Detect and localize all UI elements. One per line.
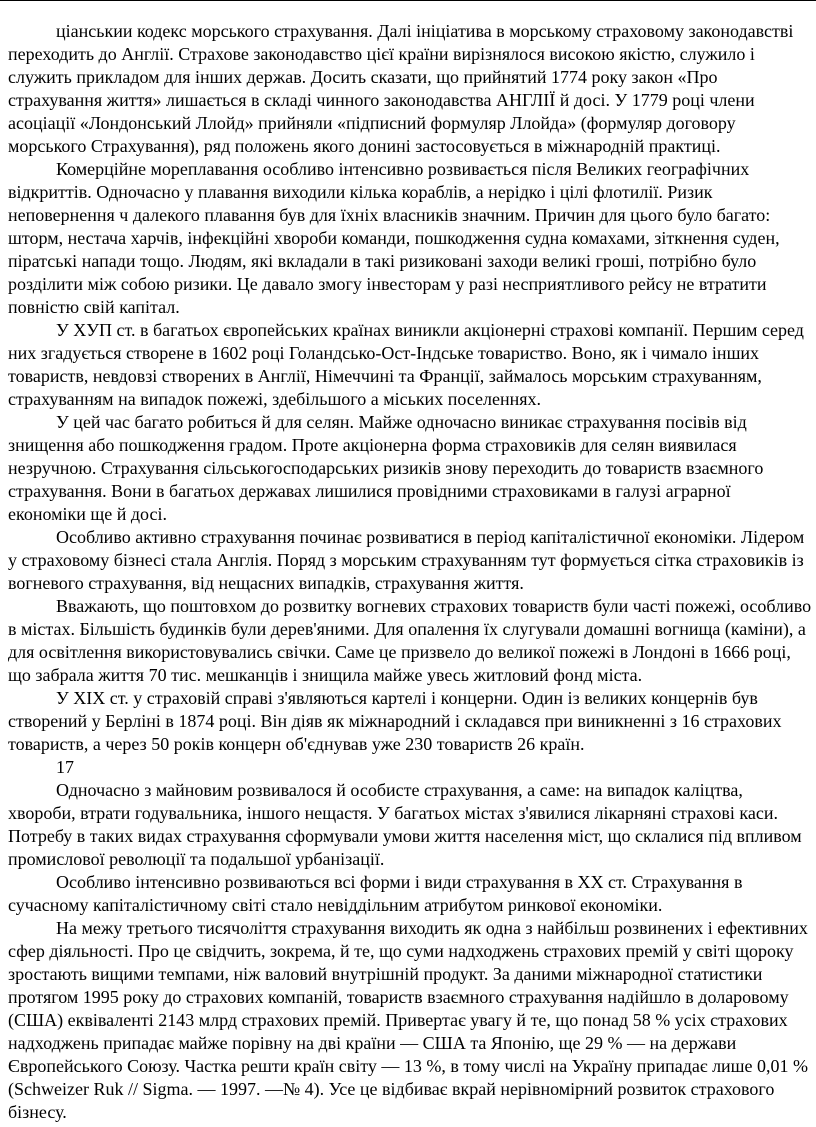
paragraph-twentieth-century: Особливо інтенсивно розвиваються всі форми і види страхування в XX ст. Страхування в сучасному капіталістичному світі стало невіддільним атрибутом ринкової економіки. [8, 872, 743, 915]
paragraph-cartels-concerns: У XIX ст. у страховій справі з'являються картелі і концерни. Один із великих концернів був створений у Берліні в 1874 році. Він діяв як міжнародний і складався при виникненні з 16 страхових товариств, а через 50 років концерн об'єднував уже 230 товариств 26 країн. [8, 688, 782, 754]
paragraph-third-millennium: На межу третього тисячоліття страхування виходить як одна з найбільш розвинених і ефективних сфер діяльності. Про це свідчить, зокрема, й те, що суми надходжень страхових премій у світі щороку зростають вищими темпами, ніж валовий внутрішній продукт. За даними міжнародної статистики протягом 1995 року до страхових компаній, товариств взаємного страхування надійшло в доларовому (США) еквіваленті 2143 млрд страхових премій. Привертає увагу й те, що понад 58 % усіх страхових надходжень припадає майже порівну на дві країни — США та Японію, ще 29 % — на держави Європейського Союзу. Частка решти країн світу — 13 %, в тому числі на Україну припадає лише 0,01 % (Schweizer Ruk // Sigma. — 1997. —№ 4). Усе це відбиває вкрай нерівномірний розвиток страхового бізнесу. [8, 918, 809, 1122]
paragraph-fire-insurance: Вважають, що поштовхом до розвитку вогневих страхових товариств були часті пожежі, особливо в містах. Більшість будинків були дерев'яними. Для опалення їх слугували домашні вогнища (каміни), а для освітлення використовувались свічки. Саме це призвело до великої пожежі в Лондоні в 1666 році, що забрала життя 70 тис. мешканців і знищила майже увесь житловий фонд міста. [8, 596, 812, 685]
paragraph-joint-stock-companies: У ХУП ст. в багатьох європейських країнах виникли акціонерні страхові компанії. Першим серед них згадується створене в 1602 році Голандсько-Ост-Індське товариство. Воно, як і чимало інших товариств, невдовзі створених в Англії, Німеччині та Франції, займалось морським страхуванням, страхуванням на випадок пожежі, здебільшого а міських поселеннях. [8, 320, 804, 409]
page-number: 17 [56, 757, 74, 777]
document-body [8, 0, 812, 1124]
paragraph-capitalist-economy: Особливо активно страхування починає розвиватися в період капіталістичної економіки. Лідером у страховому бізнесі стала Англія. Поряд з морським страхуванням тут формується сітка страховиків із вогневого страхування, від нещасних випадків, страхування життя. [8, 527, 805, 593]
paragraph-peasants: У цей час багато робиться й для селян. Майже одночасно виникає страхування посівів від знищення або пошкодження градом. Проте акціонерна форма страховиків для селян виявилася незручною. Страхування сільськогосподарських ризиків знову переходить до товариств взаємного страхування. Вони в багатьох державах лишилися провідними страховиками в галузі аграрної економіки ще й досі. [8, 412, 764, 524]
paragraph-continuation: ціанськии кодекс морського страхування. Далі ініціатива в морському страховому законодавстві переходить до Англії. Страхове законодавство цієї країни вирізнялося високою якістю, служило і служить прикладом для інших держав. Досить сказати, що прийнятий 1774 року закон «Про страхування життя» лишається в складі чинного законодавства АНГЛІЇ й досі. У 1779 році члени асоціації «Лондонський Ллойд» прийняли «підписний формуляр Ллойда» (формуляр договору морського Страхування), ряд положень якого донині застосовується в міжнародній практиці. [8, 21, 794, 156]
paragraph-commercial-navigation: Комерційне мореплавання особливо інтенсивно розвивається після Великих географічних відкриттів. Одночасно у плавання виходили кілька кораблів, а нерідко і цілі флотилії. Ризик неповернення ч далекого плавання був для їхніх власників значним. Причин для цього було багато: шторм, нестача харчів, інфекційні хвороби команди, пошкодження судна комахами, зіткнення суден, піратські напади тощо. Людям, які вкладали в такі ризиковані заходи великі гроші, потрібно було розділити між собою ризики. Це давало змогу інвесторам у разі несприятливого рейсу не втратити повністю свій капітал. [8, 159, 780, 317]
paragraph-personal-insurance: Одночасно з майновим розвивалося й особисте страхування, а саме: на випадок каліцтва, хвороби, втрати годувальника, іншого нещастя. У багатьох містах з'явилися лікарняні страхові каси. Потребу в таких видах страхування сформували умови життя населення міст, що склалися під впливом промислової революції та подальшої урбанізації. [8, 780, 802, 869]
